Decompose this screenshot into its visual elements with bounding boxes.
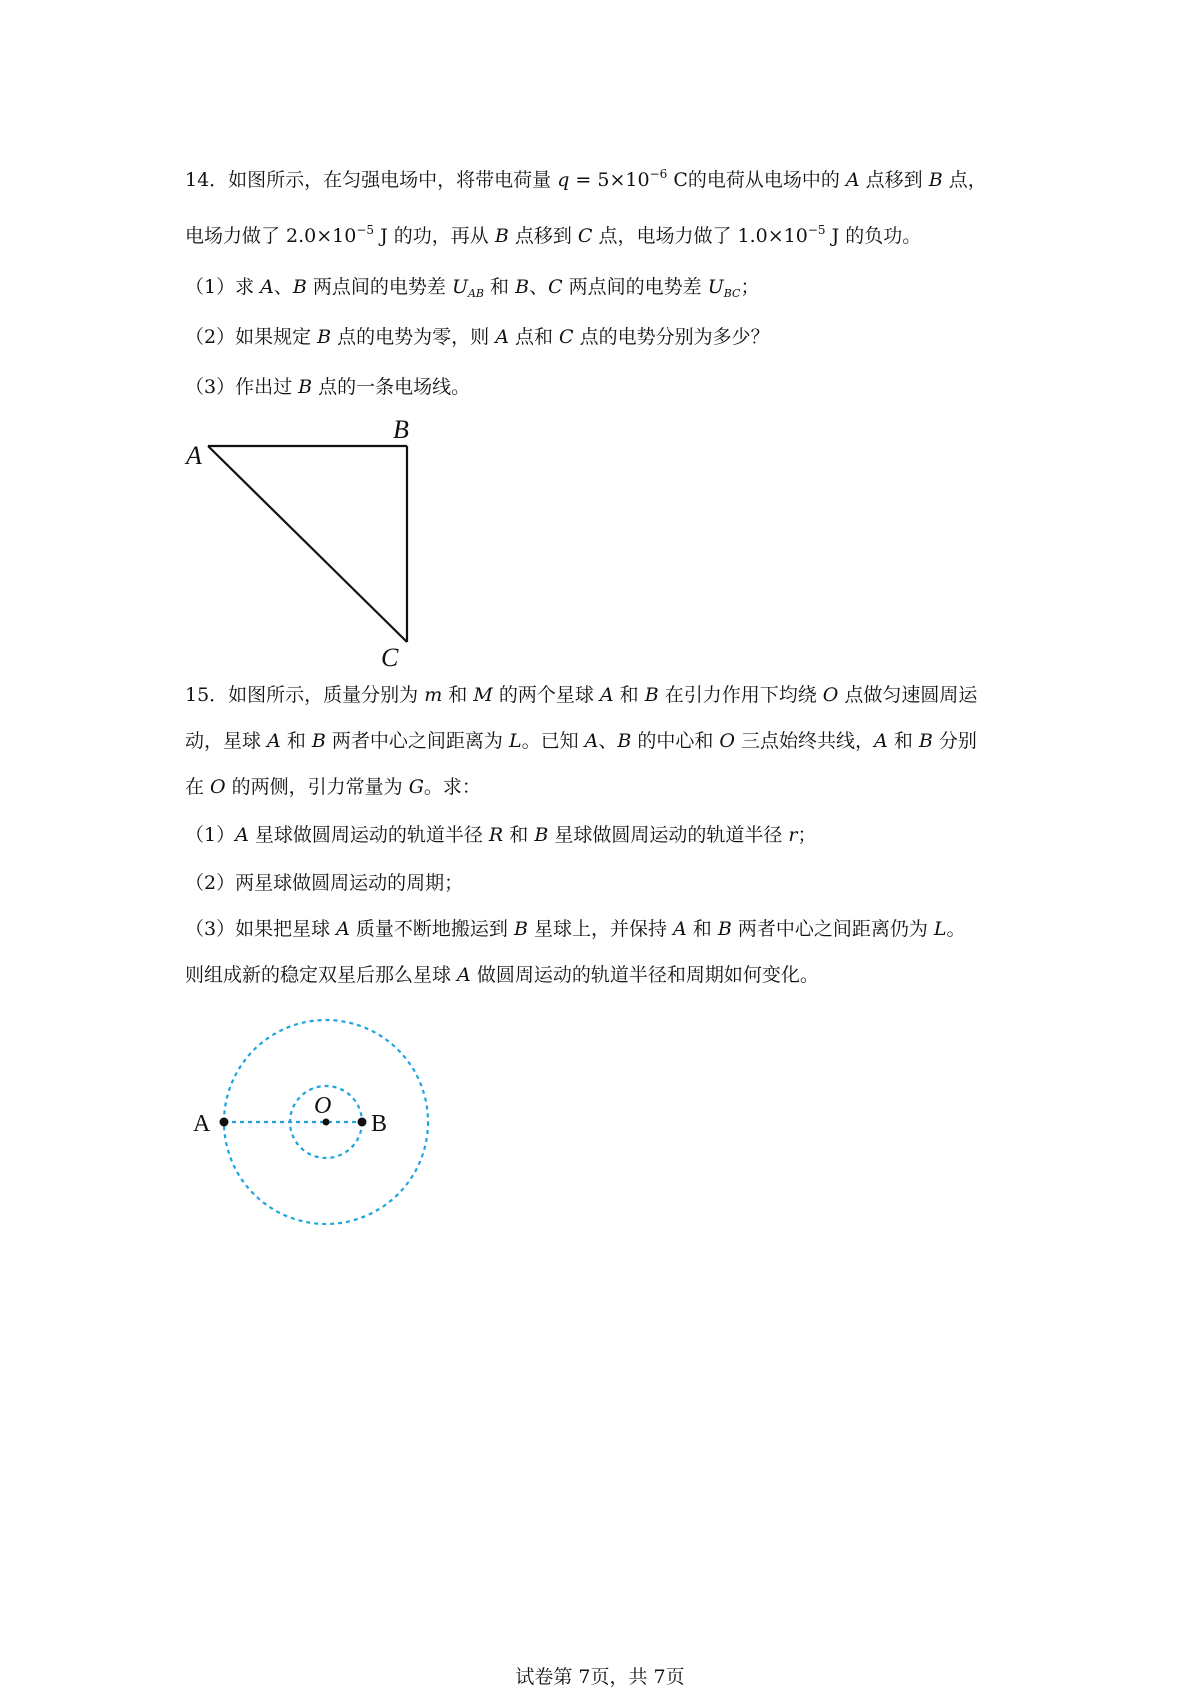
binary-star-figure (180, 1010, 450, 1250)
label-b: B (371, 1111, 388, 1137)
q15-line-4: 则组成新的稳定双星后那么星球 A 做圆周运动的轨道半径和周期如何变化。 (185, 964, 819, 986)
center-o-dot (323, 1119, 330, 1126)
label-a: A (186, 441, 202, 470)
q14-line-2: 电场力做了 $2.0\times 10^{-5}$ J 的功，再从 B 点移到 C 点，电场力做了 $1.0\times 10^{-5}$ J 的负功。 (185, 223, 922, 247)
label-b: B (393, 415, 409, 444)
star-a-dot (220, 1118, 229, 1127)
page-footer: 试卷第 7页，共 7页 (515, 1666, 685, 1688)
q14-sub-3: （3）作出过 B 点的一条电场线。 (185, 376, 471, 398)
q15-line-1: 15．如图所示，质量分别为 m 和 M 的两个星球 A 和 B 在引力作用下均绕 O 点做匀速圆周运 (185, 684, 978, 706)
var-u-bc: U (707, 276, 724, 298)
exponent: −5 (356, 223, 375, 237)
exponent: −6 (649, 167, 668, 181)
edge-ac (208, 446, 407, 642)
q15-sub-3: （3）如果把星球 A 质量不断地搬运到 B 星球上，并保持 A 和 B 两者中心之间距离仍为 L。 (185, 918, 966, 940)
q14-line-1: 14．如图所示，在匀强电场中，将带电荷量 $q = 5\times 10^{-6}$ C的电荷从电场中的 A 点移到 B 点， (185, 167, 987, 191)
var-q: q (557, 169, 570, 191)
q14-sub-1: （1）求 A、B 两点间的电势差 $U_{AB}$ 和 B、C 两点间的电势差 $U_{BC}$； (185, 276, 760, 300)
q15-line-3: 在 O 的两侧，引力常量为 G。求： (185, 776, 481, 798)
star-b-dot (358, 1118, 367, 1127)
var-u-ab: U (451, 276, 468, 298)
label-a: A (193, 1111, 211, 1137)
triangle-figure (180, 412, 440, 672)
q15-sub-1: （1）A 星球做圆周运动的轨道半径 R 和 B 星球做圆周运动的轨道半径 r； (185, 824, 817, 846)
label-o: O (314, 1093, 332, 1119)
q15-line-2: 动，星球 A 和 B 两者中心之间距离为 L。已知 A、B 的中心和 O 三点始终共线，A 和 B 分别 (185, 730, 977, 752)
q14-sub-2: （2）如果规定 B 点的电势为零，则 A 点和 C 点的电势分别为多少？ (185, 326, 770, 348)
q15-sub-2: （2）两星球做圆周运动的周期； (185, 872, 464, 894)
exponent: −5 (807, 223, 826, 237)
label-c: C (381, 643, 399, 672)
